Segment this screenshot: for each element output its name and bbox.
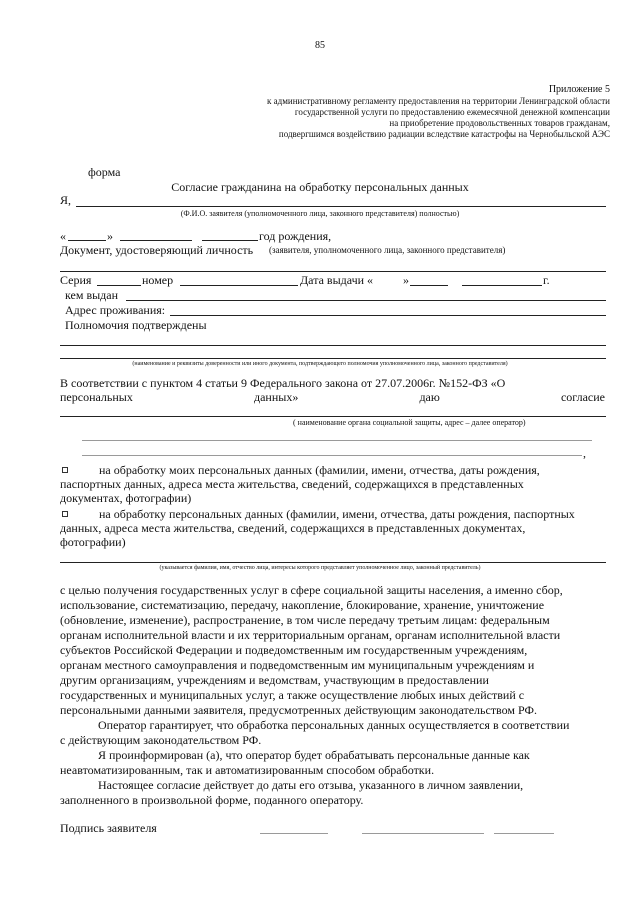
signature-line[interactable] <box>260 833 328 834</box>
option-line: фотографии) <box>60 535 126 549</box>
fio-hint: (Ф.И.О. заявителя (уполномоченного лица, законного представителя) полностью) <box>180 209 460 218</box>
form-label: форма <box>88 165 121 179</box>
operator-hint: ( наименование органа социальной защиты, адрес – далее оператор) <box>293 418 526 427</box>
informed-line: Я проинформирован (а), что оператор будет обрабатывать персональные данные как <box>98 748 530 762</box>
appendix-line: на приобретение продовольственных товаров гражданам, <box>389 118 610 128</box>
issued-by-label: кем выдан <box>65 288 119 302</box>
appendix-line: государственной услуги по предоставлению ежемесячной денежной компенсации <box>294 107 610 117</box>
appendix-line: к административному регламенту предоставления на территории Ленинградской области <box>267 96 610 106</box>
issue-year-line[interactable] <box>462 285 542 286</box>
represented-person-line[interactable] <box>60 562 606 563</box>
authority-hint: (наименование и реквизиты доверенности или иного документа, подтверждающего полномочия уполномоченного лица, законного представителя) <box>132 361 508 367</box>
option-line: на обработку персональных данных (фамилии, имени, отчества, даты рождения, паспортных <box>99 507 575 521</box>
document-input-line[interactable] <box>60 271 606 272</box>
trailing-comma: , <box>583 446 586 460</box>
checkbox-represented-data[interactable] <box>62 511 68 517</box>
operator-address-line-2[interactable] <box>82 455 582 456</box>
law-line <box>60 390 605 404</box>
appendix-line: подвергшимся воздействию радиации вследствие катастрофы на Чернобыльской АЭС <box>278 129 610 139</box>
purpose-line: органам местного самоуправления и подведомственным им муниципальным учреждениям и <box>60 658 535 672</box>
purpose-line: с целью получения государственных услуг в сфере социальной защиты населения, а именно сбор, <box>60 583 563 597</box>
address-label: Адрес проживания: <box>65 303 166 317</box>
option-line: документах, фотографии) <box>60 491 192 505</box>
purpose-line: использование, систематизацию, передачу, накопление, блокирование, хранение, уничтожение <box>60 598 545 612</box>
checkbox-own-data[interactable] <box>62 467 68 473</box>
document-title: Согласие гражданина на обработку персональных данных <box>171 180 469 194</box>
guarantee-line: с действующим законодательством РФ. <box>60 733 262 747</box>
represented-hint: (указывается фамилия, имя, отчество лица, интересы которого представляет уполномоченное лицо, законный представитель) <box>159 565 481 571</box>
purpose-line: органам исполнительной власти и их территориальным органам, органам исполнительной власти <box>60 628 561 642</box>
birth-month-line[interactable] <box>120 240 192 241</box>
birth-year-line[interactable] <box>202 240 258 241</box>
i-label: Я, <box>60 193 72 207</box>
operator-address-line-1[interactable] <box>82 440 592 441</box>
birth-close-quote: » <box>107 229 113 243</box>
series-line[interactable] <box>97 285 141 286</box>
issue-date-label: Дата выдачи « <box>300 273 374 287</box>
issue-date-close-quote: » <box>403 273 409 287</box>
law-word: согласие <box>560 390 605 404</box>
authority-label: Полномочия подтверждены <box>65 318 207 332</box>
number-line[interactable] <box>180 285 298 286</box>
issue-year-suffix: г. <box>543 273 550 287</box>
address-line[interactable] <box>170 315 606 316</box>
purpose-line: другим организациям, учреждениям и ведомствам, участвующим в предоставлении <box>60 673 489 687</box>
operator-line[interactable] <box>60 416 606 417</box>
authority-line-1[interactable] <box>60 345 606 346</box>
signature-name-line[interactable] <box>362 833 484 834</box>
purpose-line: (обновление, изменение), распространение, в том числе передачу третьим лицам: федеральным <box>60 613 550 627</box>
law-word: персональных <box>60 390 133 404</box>
birth-open-quote: « <box>60 229 66 243</box>
validity-line: заполненного в произвольной форме, поданного оператору. <box>60 793 364 807</box>
law-line: В соответствии с пунктом 4 статьи 9 Федерального закона от 27.07.2006г. №152-ФЗ «О <box>60 376 506 390</box>
document-hint: (заявителя, уполномоченного лица, законного представителя) <box>269 245 506 255</box>
signature-date-line[interactable] <box>494 833 554 834</box>
purpose-line: субъектов Российской Федерации и подведомственным им государственным учреждениям, <box>60 643 528 657</box>
guarantee-line: Оператор гарантирует, что обработка персональных данных осуществляется в соответствии <box>98 718 570 732</box>
purpose-line: государственных и муниципальных услуг, а также осуществление любых иных действий с <box>60 688 525 702</box>
purpose-line: персональными данными заявителя, предусмотренных действующим законодательством РФ. <box>60 703 537 717</box>
fio-input-line[interactable] <box>76 206 606 207</box>
signature-label: Подпись заявителя <box>60 821 157 835</box>
series-label: Серия <box>60 273 92 287</box>
informed-line: неавтоматизированным, так и автоматизированным способом обработки. <box>60 763 435 777</box>
appendix-title: Приложение 5 <box>548 84 610 95</box>
number-label: номер <box>142 273 174 287</box>
option-line: на обработку моих персональных данных (фамилии, имени, отчества, даты рождения, <box>99 463 540 477</box>
authority-line-2[interactable] <box>60 358 606 359</box>
page-number: 85 <box>315 40 325 51</box>
birth-day-line[interactable] <box>68 240 106 241</box>
validity-line: Настоящее согласие действует до даты его отзыва, указанного в личном заявлении, <box>98 778 524 792</box>
option-line: данных, адреса места жительства, сведений, содержащихся в представленных документах, <box>60 521 526 535</box>
birth-year-suffix: год рождения, <box>259 229 332 243</box>
law-word: даю <box>419 390 440 404</box>
document-label: Документ, удостоверяющий личность <box>60 243 254 257</box>
law-word: данных» <box>253 390 299 404</box>
issued-by-line[interactable] <box>126 300 606 301</box>
issue-month-line[interactable] <box>410 285 448 286</box>
option-line: паспортных данных, адреса места жительства, сведений, содержащихся в представленных <box>60 477 524 491</box>
